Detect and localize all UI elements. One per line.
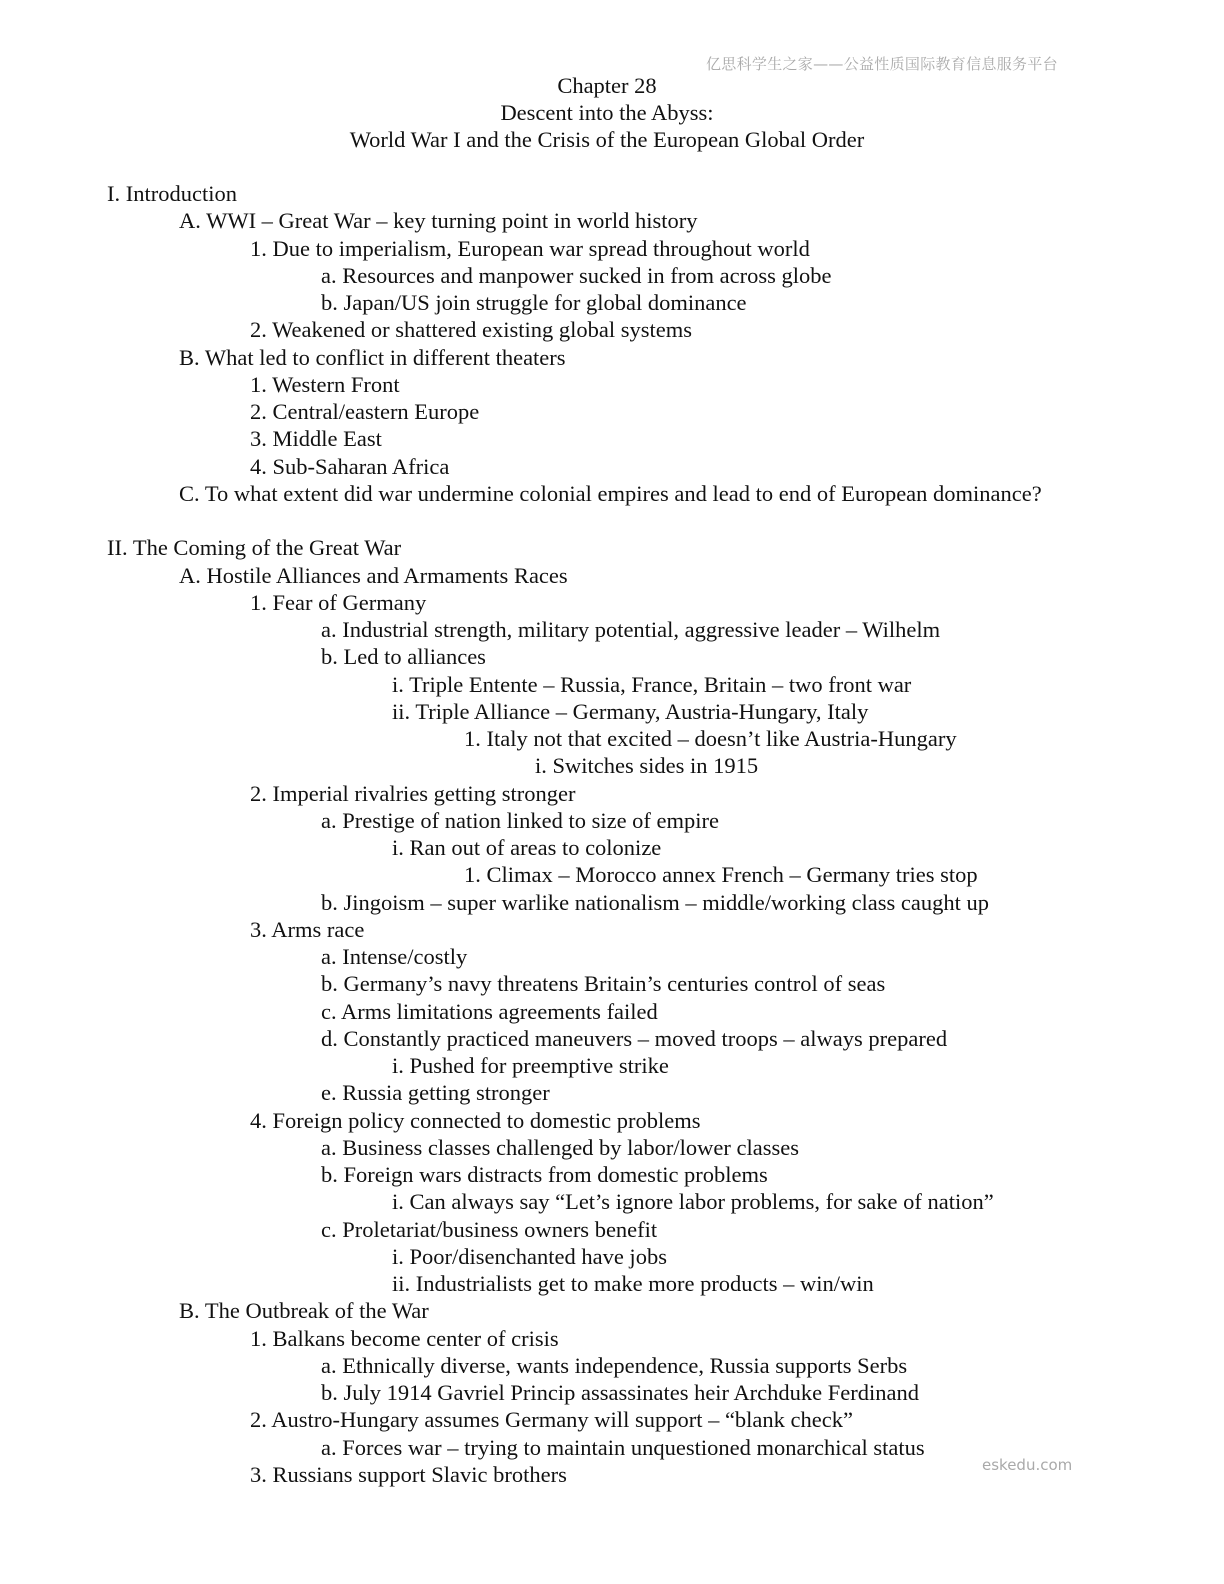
outline-item: I. Introduction [107, 181, 237, 206]
outline-item: II. The Coming of the Great War [107, 535, 402, 561]
outline-item: b. Jingoism – super warlike nationalism – middle/working class caught up [321, 889, 990, 915]
outline-item: a. Prestige of nation linked to size of empire [321, 807, 720, 833]
chapter-subtitle: World War I and the Crisis of the European Global Order [349, 127, 865, 152]
outline-item: c. Proletariat/business owners benefit [321, 1216, 658, 1242]
document-header [0, 72, 1214, 153]
outline-item: 3. Russians support Slavic brothers [250, 1461, 567, 1487]
chapter-number: Chapter 28 [557, 73, 657, 98]
outline-item: 2. Weakened or shattered existing global systems [250, 317, 693, 343]
watermark-bottom: eskedu.com [982, 1456, 1073, 1474]
outline-item: 1. Western Front [250, 371, 400, 397]
outline-item: 1. Balkans become center of crisis [250, 1325, 559, 1351]
outline-item: 2. Imperial rivalries getting stronger [250, 780, 576, 806]
outline-item: 1. Climax – Morocco annex French – Germany tries stop [464, 862, 978, 888]
outline-item: i. Switches sides in 1915 [535, 753, 759, 779]
outline-item: e. Russia getting stronger [321, 1080, 550, 1106]
outline-item: i. Pushed for preemptive strike [392, 1053, 669, 1078]
outline [0, 180, 1224, 1488]
outline-item: a. Industrial strength, military potential, aggressive leader – Wilhelm [321, 617, 941, 642]
outline-item: 4. Foreign policy connected to domestic problems [250, 1107, 701, 1133]
chapter-title: Descent into the Abyss: [500, 100, 714, 125]
outline-item: A. Hostile Alliances and Armaments Races [179, 562, 568, 588]
watermark-top: 亿思科学生之家——公益性质国际教育信息服务平台 [706, 55, 1058, 73]
outline-item: c. Arms limitations agreements failed [321, 998, 658, 1024]
outline-item: 4. Sub-Saharan Africa [250, 453, 450, 479]
outline-item: 2. Central/eastern Europe [250, 399, 480, 424]
outline-item: i. Triple Entente – Russia, France, Britain – two front war [392, 671, 912, 697]
outline-item: ii. Triple Alliance – Germany, Austria-Hungary, Italy [392, 698, 869, 724]
outline-item: 3. Middle East [250, 426, 382, 452]
outline-item: a. Intense/costly [321, 944, 468, 969]
outline-item: 2. Austro-Hungary assumes Germany will support – “blank check” [250, 1407, 853, 1433]
outline-item: ii. Industrialists get to make more products – win/win [392, 1271, 874, 1296]
outline-item: i. Ran out of areas to colonize [392, 835, 662, 860]
outline-item: 1. Due to imperialism, European war spread throughout world [250, 235, 810, 261]
outline-item: a. Business classes challenged by labor/lower classes [321, 1134, 799, 1160]
outline-item: b. Led to alliances [321, 644, 486, 670]
outline-item: a. Forces war – trying to maintain unquestioned monarchical status [321, 1434, 925, 1460]
outline-item: b. Foreign wars distracts from domestic problems [321, 1162, 768, 1187]
outline-item: 1. Fear of Germany [250, 589, 427, 615]
outline-item: a. Ethnically diverse, wants independence, Russia supports Serbs [321, 1352, 908, 1378]
outline-item: B. What led to conflict in different theaters [179, 344, 566, 370]
outline-item: b. July 1914 Gavriel Princip assassinates heir Archduke Ferdinand [321, 1380, 920, 1405]
outline-item: d. Constantly practiced maneuvers – moved troops – always prepared [321, 1025, 948, 1051]
outline-item: B. The Outbreak of the War [179, 1298, 429, 1324]
outline-item: i. Can always say “Let’s ignore labor problems, for sake of nation” [392, 1189, 994, 1215]
outline-item: a. Resources and manpower sucked in from across globe [321, 262, 832, 288]
outline-spacer [0, 507, 1224, 534]
outline-item: i. Poor/disenchanted have jobs [392, 1243, 667, 1269]
outline-item: 3. Arms race [250, 916, 365, 942]
outline-item: b. Japan/US join struggle for global dominance [321, 290, 747, 315]
outline-item: b. Germany’s navy threatens Britain’s centuries control of seas [321, 971, 886, 997]
outline-item: A. WWI – Great War – key turning point in world history [179, 208, 698, 234]
outline-item: C. To what extent did war undermine colonial empires and lead to end of European dominance? [179, 480, 1042, 506]
outline-item: 1. Italy not that excited – doesn’t like Austria-Hungary [464, 726, 957, 751]
